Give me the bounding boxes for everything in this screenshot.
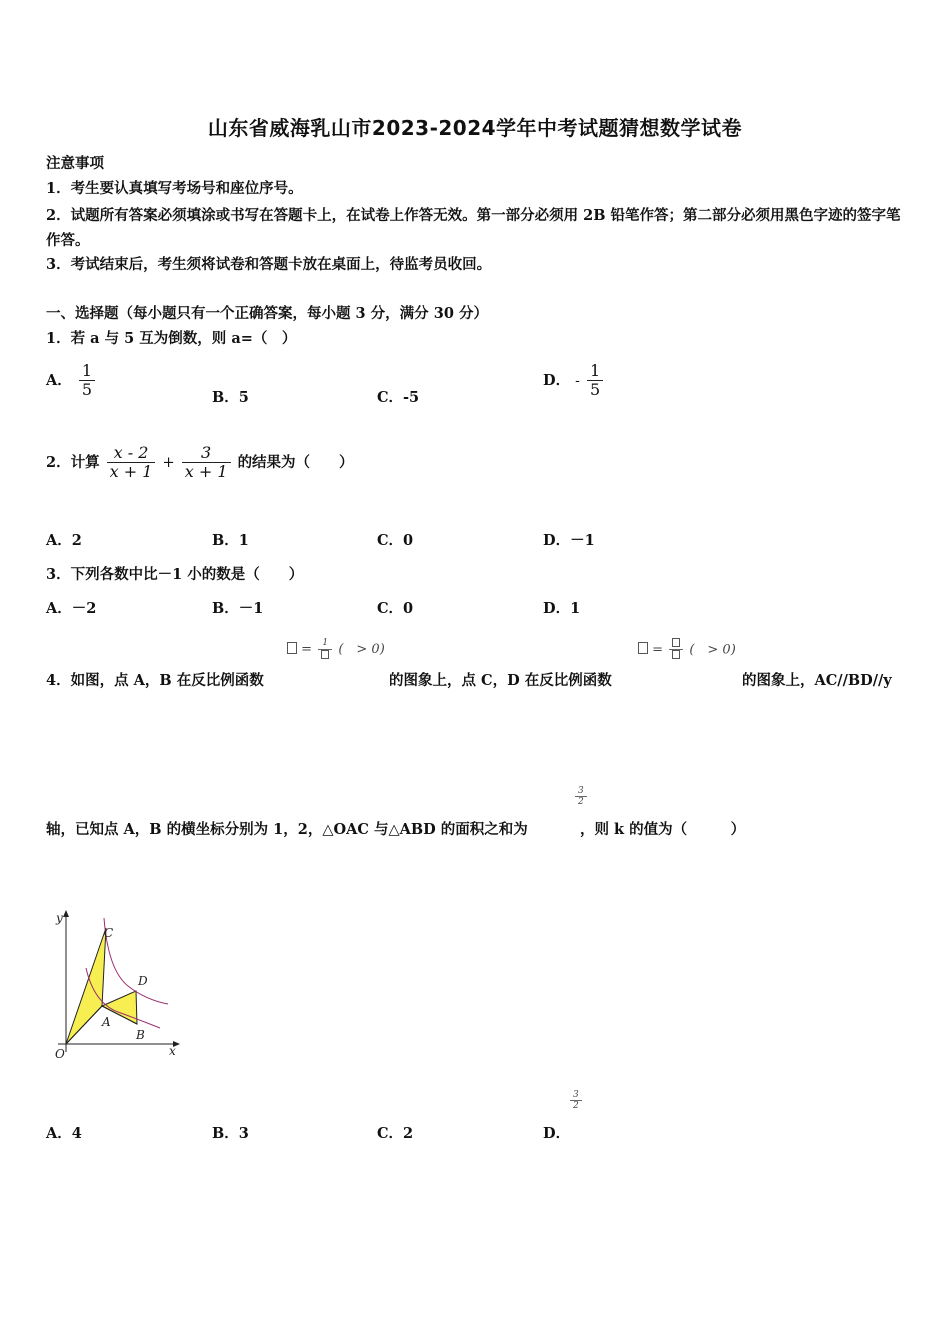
q2-f1-den: x + 1 xyxy=(107,462,156,481)
q4-option-d-label: D． xyxy=(543,1125,571,1142)
q2-option-b[interactable]: B．1 xyxy=(212,532,249,549)
q1-stem: 1．若 a 与 5 互为倒数，则 a=（ ） xyxy=(46,330,297,347)
q4-option-a[interactable]: A．4 xyxy=(46,1125,82,1142)
label-x: x xyxy=(169,1044,176,1058)
q4-function-2 xyxy=(638,638,736,662)
q4-option-c[interactable]: C．2 xyxy=(377,1125,414,1142)
q4-optd-frac-inner xyxy=(570,1090,582,1112)
q4-f2-cond: ( > 0) xyxy=(689,642,736,658)
label-a: A xyxy=(102,1015,111,1029)
notice-item-2: 2．试题所有答案必须填涂或书写在答题卡上，在试卷上作答无效。第一部分必须用 2B 铅笔作答；第二部分必须用黑色字迹的签字笔作答。 xyxy=(46,207,901,249)
page-title: 山东省威海乳山市2023-2024学年中考试题猜想数学试卷 xyxy=(207,116,743,140)
y-axis-arrow xyxy=(63,910,69,917)
q4-option-d[interactable] xyxy=(543,1122,570,1143)
label-o: O xyxy=(55,1047,65,1061)
q4-area-frac-inner xyxy=(575,786,587,808)
notice-item-3: 3．考试结束后，考生须将试卷和答题卡放在桌面上，待监考员收回。 xyxy=(46,256,492,273)
q3-option-b[interactable]: B．－1 xyxy=(212,600,264,617)
q4-optd-num: 3 xyxy=(573,1090,579,1100)
q2-fraction-1 xyxy=(107,444,156,482)
notice-item-1: 1．考生要认真填写考场号和座位序号。 xyxy=(46,180,303,197)
q4-f2-eq: = xyxy=(652,642,664,658)
label-y: y xyxy=(56,911,63,925)
q2-plus: + xyxy=(162,454,175,471)
q4-figure xyxy=(48,908,183,1066)
q1-option-a-label: A． xyxy=(46,371,72,389)
q4-part2: 的图象上，点 C，D 在反比例函数 xyxy=(389,672,612,689)
q1-option-c[interactable]: C．-5 xyxy=(377,389,420,406)
q4-f2-den-box xyxy=(669,649,683,661)
q3-stem: 3．下列各数中比－1 小的数是（ ） xyxy=(46,566,304,583)
q4-area-num: 3 xyxy=(578,786,584,796)
q2-f1-num: x - 2 xyxy=(113,443,149,462)
q4-line2a: 轴，已知点 A，B 的横坐标分别为 1，2，△OAC 与△ABD 的面积之和为 xyxy=(46,821,528,838)
label-b: B xyxy=(136,1028,145,1042)
q1-option-d[interactable] xyxy=(543,362,605,400)
q2-f2-num: 3 xyxy=(201,443,212,462)
q4-f2-num-box xyxy=(669,638,683,649)
q2-fraction-2 xyxy=(182,444,231,482)
q1-d-num: 1 xyxy=(589,361,601,380)
q1-option-a-fraction xyxy=(79,362,95,400)
q1-option-d-label: D． xyxy=(543,371,571,389)
q3-option-a[interactable]: A．－2 xyxy=(46,600,97,617)
label-c: C xyxy=(104,926,114,940)
q1-option-b[interactable]: B．5 xyxy=(212,389,249,406)
label-d: D xyxy=(138,974,148,988)
q4-optd-den: 2 xyxy=(570,1100,582,1111)
q1-a-den: 5 xyxy=(79,380,95,399)
q4-line2b: ，则 k 的值为（ ） xyxy=(580,821,746,838)
q1-option-d-fraction xyxy=(587,362,603,400)
curve-k xyxy=(104,918,168,1004)
q2-suffix: 的结果为（ ） xyxy=(237,453,354,471)
q4-f1-num: 1 xyxy=(322,638,329,649)
q1-option-a[interactable] xyxy=(46,362,97,400)
q1-d-sign: - xyxy=(575,372,580,389)
q4-f1-eq: = xyxy=(301,642,313,657)
q4-area-den: 2 xyxy=(575,796,587,807)
q4-area-fraction xyxy=(573,786,589,808)
triangle-oac xyxy=(66,928,106,1044)
q2-option-d[interactable]: D．－1 xyxy=(543,532,595,549)
q4-part3: 的图象上，AC//BD//y xyxy=(742,672,892,689)
q4-f1-frac xyxy=(318,638,332,661)
q4-option-b[interactable]: B．3 xyxy=(212,1125,249,1142)
q2-prefix: 2．计算 xyxy=(46,453,100,471)
q4-f1-den-box xyxy=(318,649,332,661)
q4-part1: 4．如图，点 A，B 在反比例函数 xyxy=(46,672,264,689)
notice-heading: 注意事项 xyxy=(46,155,104,172)
q2-option-a[interactable]: A．2 xyxy=(46,532,82,549)
q3-option-c[interactable]: C．0 xyxy=(377,600,414,617)
q3-option-d[interactable]: D．1 xyxy=(543,600,581,617)
q1-a-num: 1 xyxy=(81,361,93,380)
q2-option-c[interactable]: C．0 xyxy=(377,532,414,549)
q2-stem xyxy=(46,444,354,482)
q4-function-1 xyxy=(287,638,385,661)
q4-option-d-fraction xyxy=(568,1090,584,1112)
q4-f1-cond: ( > 0) xyxy=(338,642,385,657)
q2-f2-den: x + 1 xyxy=(182,462,231,481)
section-heading: 一、选择题（每小题只有一个正确答案，每小题 3 分，满分 30 分） xyxy=(46,305,488,322)
q1-d-den: 5 xyxy=(587,380,603,399)
q4-f2-frac xyxy=(669,638,683,662)
